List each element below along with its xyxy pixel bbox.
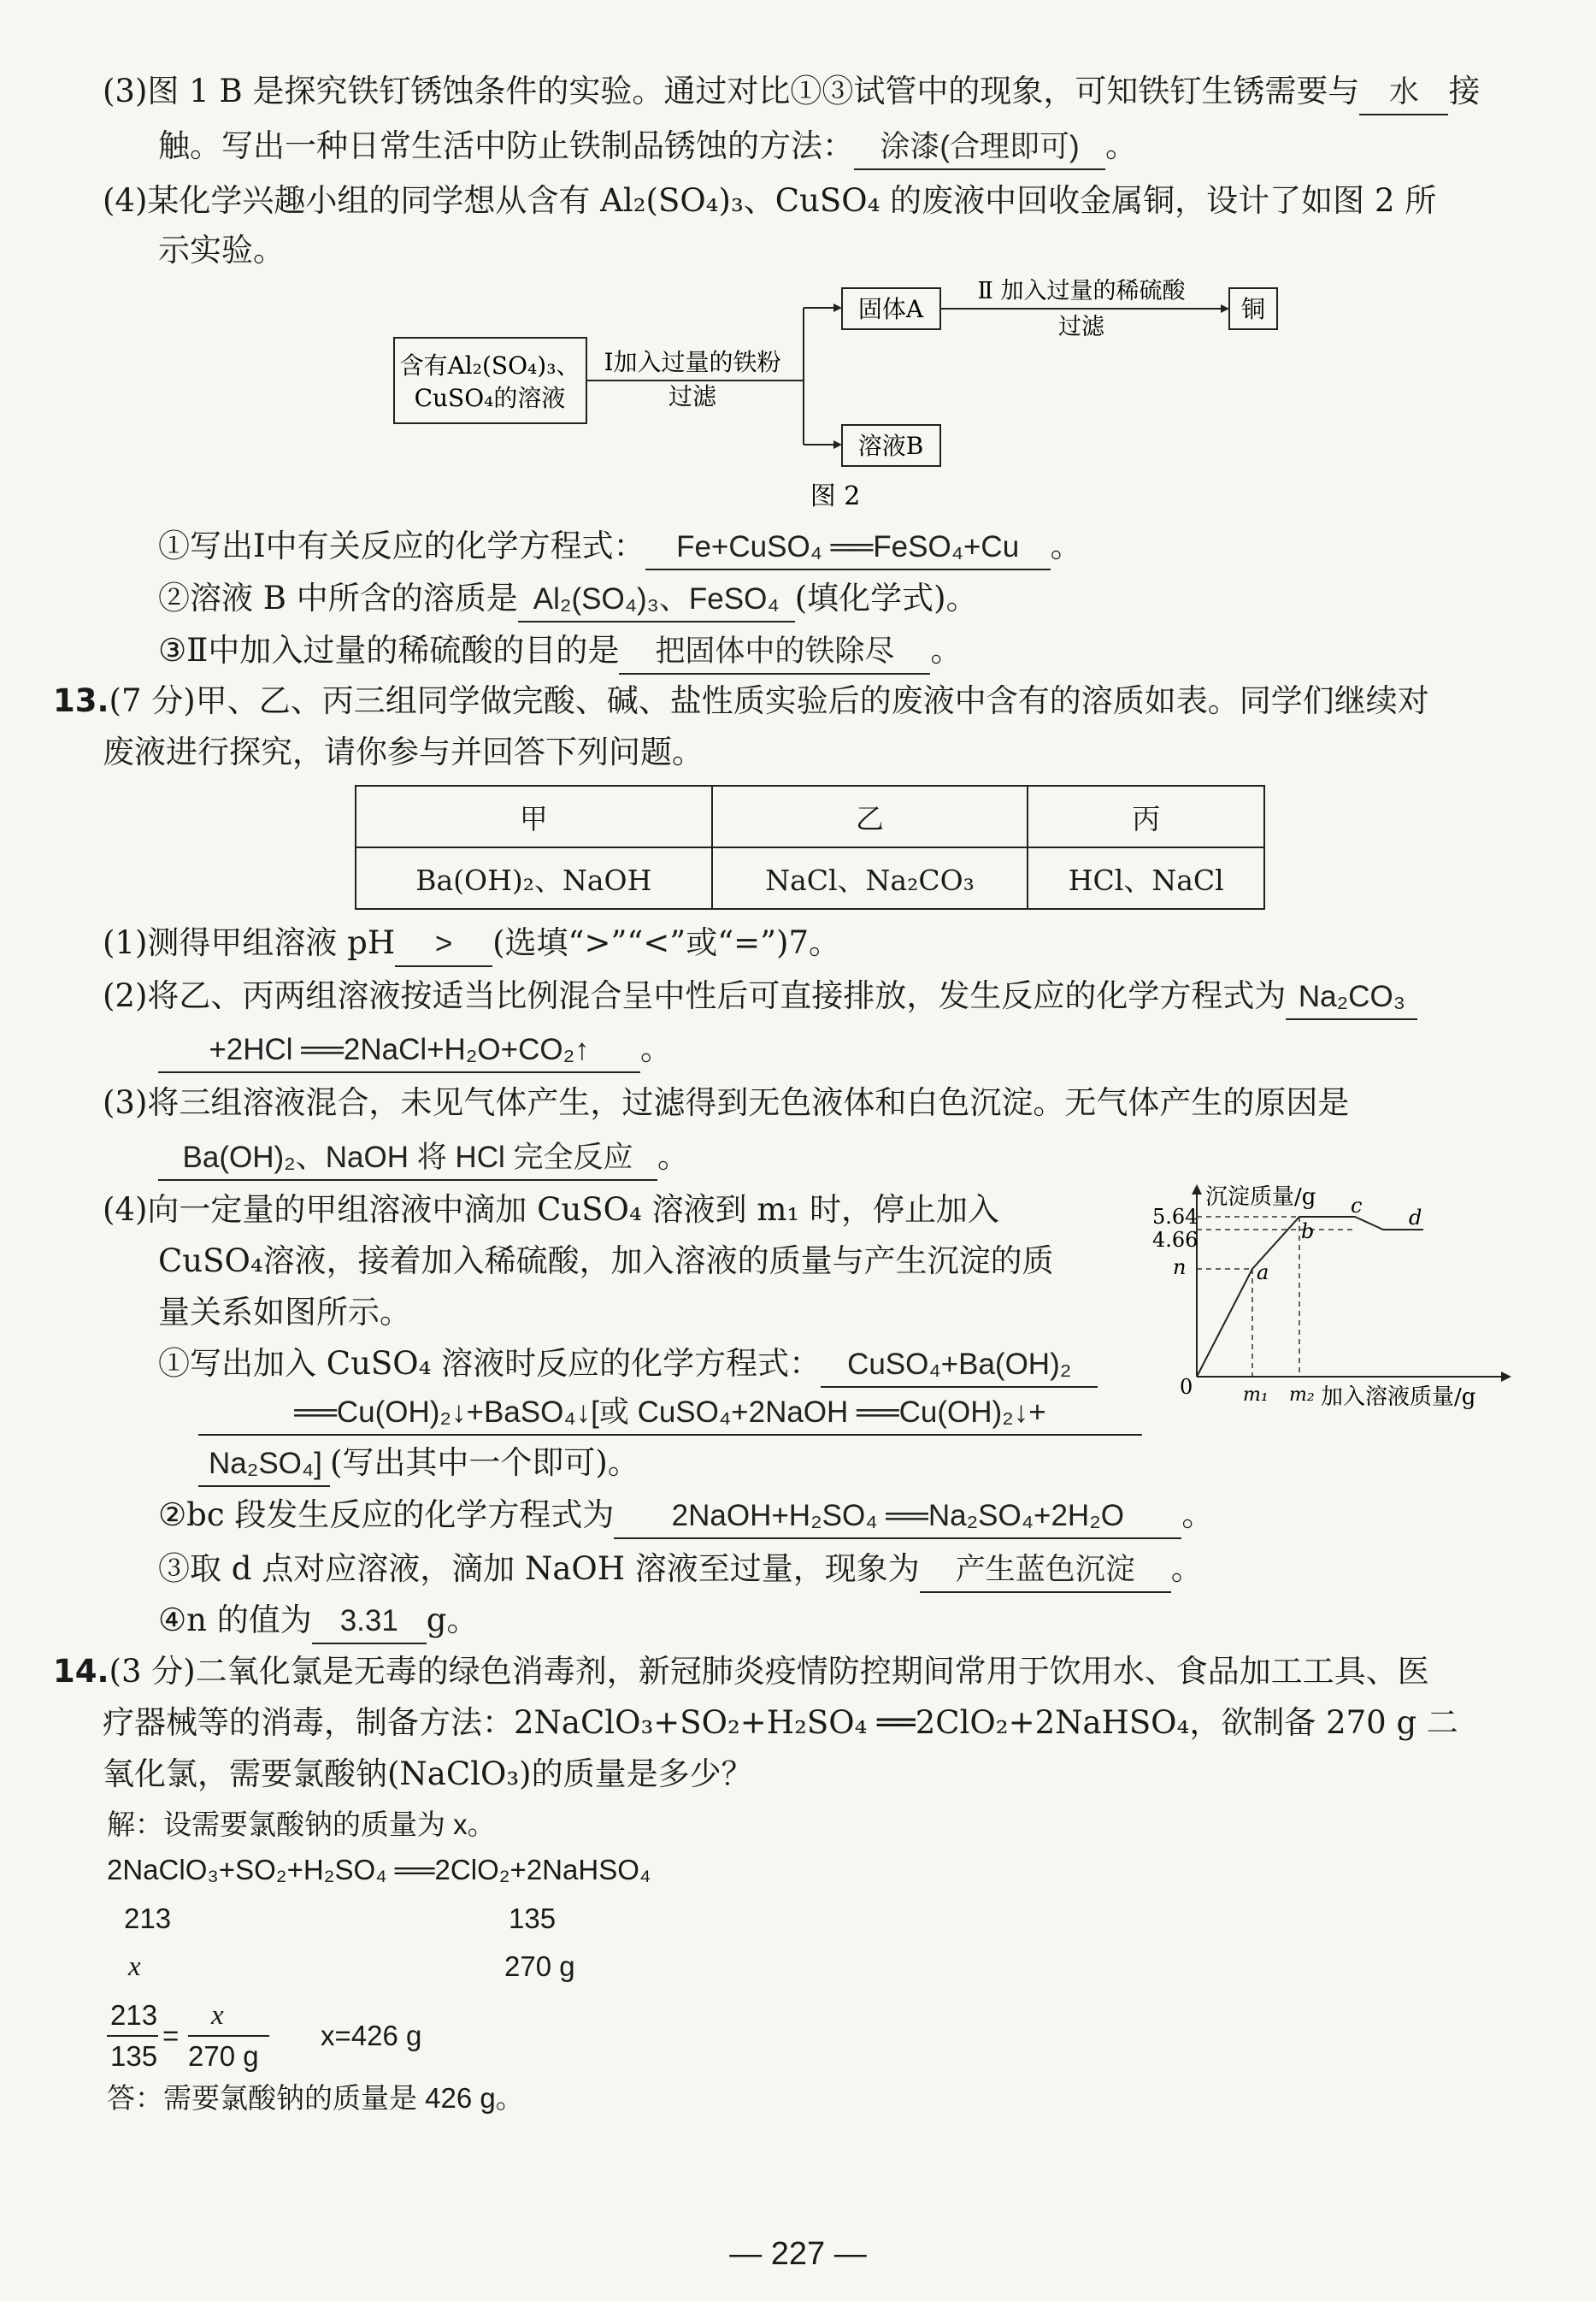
- q12-p4-line1: [103, 180, 1519, 222]
- q13-s3-text-b: 。: [1170, 1550, 1203, 1587]
- table-cell: HCl、NaCl: [1028, 847, 1264, 909]
- q13-s2: [158, 1494, 1519, 1539]
- q13-s1-line2: [198, 1390, 1519, 1436]
- fraction-bar: [188, 2035, 269, 2037]
- origin-label: 0: [1180, 1375, 1193, 1399]
- figure-caption: 图 2: [810, 481, 861, 511]
- x-tick: m₁: [1243, 1384, 1269, 1406]
- point-label: c: [1351, 1194, 1363, 1218]
- q13-s1-line1: [158, 1342, 1519, 1388]
- y-axis-label: 沉淀质量/g: [1205, 1184, 1316, 1210]
- q13-s4-text-b: g。: [426, 1602, 479, 1638]
- molar-mass-2: 135: [509, 1903, 557, 1934]
- q12-s3-text: ③Ⅱ中加入过量的稀硫酸的目的是: [158, 632, 620, 669]
- answer-blank: Na₂SO₄]: [198, 1443, 330, 1487]
- q12-p4-text: (4)某化学兴趣小组的同学想从含有 Al₂(SO₄)₃、CuSO₄ 的废液中回收金属铜，设计了如图 2 所: [103, 182, 1437, 219]
- answer-blank: Na₂CO₃: [1286, 976, 1417, 1020]
- q13-s1-text-b: (写出其中一个即可)。: [330, 1444, 639, 1481]
- molar-mass-1: 213: [124, 1903, 172, 1934]
- q13-p4-text-c: 量关系如图所示。: [158, 1294, 411, 1330]
- fraction-denominator: 270 g: [188, 2040, 259, 2072]
- solution-setup: 解：设需要氯酸钠的质量为 x。: [107, 1808, 496, 1840]
- point-label: a: [1257, 1260, 1269, 1284]
- q12-p3-line2: [158, 125, 1519, 170]
- answer-blank: Ba(OH)₂、NaOH 将 HCl 完全反应: [158, 1136, 657, 1181]
- q14-text-1: (3 分)二氧化氯是无毒的绿色消毒剂，新冠肺炎疫情防控期间常用于饮用水、食品加工工具、医: [109, 1653, 1429, 1690]
- q12-p3-line1: [103, 70, 1519, 115]
- solution-result: x=426 g: [321, 2020, 422, 2051]
- q13-p3-text-b: 。: [657, 1138, 689, 1175]
- q13-p4-text-b: CuSO₄溶液，接着加入稀硫酸，加入溶液的质量与产生沉淀的质: [158, 1242, 1054, 1279]
- q13-p3-line1: [103, 1082, 1519, 1124]
- y-tick: 4.66: [1152, 1228, 1198, 1252]
- table-header: 丙: [1028, 786, 1264, 847]
- answer-blank: 水: [1359, 71, 1448, 115]
- fraction-equation: 213 135 = x 270 g x=426 g: [107, 1997, 620, 2082]
- q13-s3-text: ③取 d 点对应溶液，滴加 NaOH 溶液至过量，现象为: [158, 1550, 920, 1587]
- q13-s3: [158, 1548, 1519, 1593]
- table-header: 乙: [712, 786, 1028, 847]
- fraction-bar: [107, 2035, 158, 2037]
- x-axis-label: 加入溶液质量/g: [1321, 1384, 1476, 1410]
- x-tick: m₂: [1289, 1384, 1315, 1406]
- q12-s2: [158, 577, 1519, 622]
- q13-p2-line2: [158, 1028, 1519, 1073]
- q13-s4: [158, 1599, 1519, 1644]
- solution-equation: 2NaClO₃+SO₂+H₂SO₄ ══2ClO₂+2NaHSO₄: [107, 1854, 651, 1885]
- q14-line3: [103, 1753, 1519, 1796]
- answer-blank: >: [395, 923, 492, 967]
- fraction-numerator: 213: [110, 1999, 158, 2031]
- q13-p4-text: (4)向一定量的甲组溶液中滴加 CuSO₄ 溶液到 m₁ 时，停止加入: [103, 1191, 1000, 1228]
- answer-blank: Fe+CuSO₄ ══FeSO₄+Cu: [645, 526, 1051, 570]
- q12-p3-text: (3)图 1 B 是探究铁钉锈蚀条件的实验。通过对比①③试管中的现象，可知铁钉生锈需要与: [103, 73, 1360, 109]
- q13-p1: [103, 922, 1519, 967]
- solution-answer: 答：需要氯酸钠的质量是 426 g。: [107, 2082, 524, 2114]
- y-tick: n: [1173, 1255, 1187, 1279]
- start-label-1: 含有Al₂(SO₄)₃、: [399, 351, 580, 380]
- q12-s1-text: ①写出Ⅰ中有关反应的化学方程式：: [158, 528, 645, 564]
- q13-intro-text-b: 废液进行探究，请你参与并回答下列问题。: [103, 734, 704, 770]
- q13-p2-line1: [103, 975, 1519, 1020]
- q12-s2-text-b: (填化学式)。: [794, 580, 978, 617]
- fraction-denominator: 135: [110, 2040, 158, 2072]
- q13-p4-line1: [103, 1189, 1151, 1231]
- q12-p3-text-b: 接: [1448, 73, 1481, 109]
- answer-blank: 把固体中的铁除尽: [619, 630, 930, 675]
- q13-p3-line2: [158, 1136, 1519, 1181]
- q14-line1: [53, 1650, 1519, 1693]
- q12-s3-text-b: 。: [930, 632, 963, 669]
- q13-p1-text: (1)测得甲组溶液 pH: [103, 924, 396, 961]
- answer-blank: ══Cu(OH)₂↓+BaSO₄↓[或 CuSO₄+2NaOH ══Cu(OH)₂↓+: [198, 1391, 1142, 1436]
- q12-s1: [158, 525, 1519, 570]
- table-header-row: [356, 786, 1264, 847]
- copper-label: 铜: [1240, 295, 1266, 323]
- point-label: d: [1409, 1206, 1422, 1230]
- q12-p3-text-d: 。: [1105, 127, 1137, 164]
- q12-s3: [158, 629, 1519, 675]
- question-number: 14.: [53, 1653, 109, 1690]
- point-label: b: [1301, 1219, 1315, 1243]
- q12-s1-text-b: 。: [1050, 528, 1082, 564]
- q12-p4-text-b: 示实验。: [158, 232, 285, 268]
- answer-blank: CuSO₄+Ba(OH)₂: [821, 1343, 1098, 1388]
- q14-text-3: 氧化氯，需要氯酸钠(NaClO₃)的质量是多少？: [103, 1755, 753, 1792]
- solid-a-label: 固体A: [857, 295, 924, 323]
- answer-blank: 产生蓝色沉淀: [920, 1549, 1171, 1593]
- step1-label: Ⅰ加入过量的铁粉: [604, 348, 781, 376]
- q13-intro-text: (7 分)甲、乙、丙三组同学做完酸、碱、盐性质实验后的废液中含有的溶质如表。同学们继续对: [109, 682, 1429, 719]
- step2-filter-label: 过滤: [1058, 314, 1104, 340]
- q14-line2: [103, 1702, 1519, 1744]
- q13-intro-1: [53, 680, 1519, 723]
- q13-s1-line3: [198, 1442, 1519, 1487]
- q13-p2-text: (2)将乙、丙两组溶液按适当比例混合呈中性后可直接排放，发生反应的化学方程式为: [103, 977, 1287, 1014]
- answer-blank: +2HCl ══2NaCl+H₂O+CO₂↑: [158, 1029, 640, 1073]
- given-mass: 270 g: [504, 1950, 575, 1982]
- fraction-numerator: x: [211, 2000, 224, 2031]
- q14-text-2: 疗器械等的消毒，制备方法：2NaClO₃+SO₂+H₂SO₄ ══2ClO₂+2NaHSO₄，欲制备 270 g 二: [103, 1704, 1458, 1741]
- q13-p2-text-b: 。: [640, 1030, 672, 1067]
- answer-blank: 涂漆(合理即可): [854, 126, 1105, 170]
- q12-p3-text-c: 触。写出一种日常生活中防止铁制品锈蚀的方法：: [158, 127, 854, 164]
- flow-diagram: [389, 278, 1295, 517]
- q13-intro-2: [103, 731, 1519, 774]
- answer-blank: Al₂(SO₄)₃、FeSO₄: [518, 578, 795, 622]
- q13-p4-line2: [158, 1240, 1151, 1283]
- table-cell: Ba(OH)₂、NaOH: [356, 847, 712, 909]
- answer-blank: 3.31: [312, 1600, 427, 1644]
- q13-p1-text-b: (选填“>”“<”或“=”)7。: [492, 924, 841, 961]
- q13-s4-text: ④n 的值为: [158, 1602, 312, 1638]
- page-number: — 227 —: [729, 2236, 867, 2272]
- variable-x: x: [128, 1951, 141, 1982]
- step1-filter-label: 过滤: [668, 382, 717, 410]
- y-tick: 5.64: [1152, 1205, 1198, 1229]
- table-cell: NaCl、Na₂CO₃: [712, 847, 1028, 909]
- waste-liquid-table: [355, 785, 1265, 910]
- start-label-2: CuSO₄的溶液: [414, 384, 566, 412]
- q12-p4-line2: [158, 229, 1519, 272]
- step2-label: Ⅱ 加入过量的稀硫酸: [977, 278, 1186, 304]
- q13-s1-text: ①写出加入 CuSO₄ 溶液时反应的化学方程式：: [158, 1345, 822, 1382]
- precipitate-graph: [1137, 1178, 1522, 1426]
- solution-b-label: 溶液B: [857, 432, 924, 460]
- answer-blank: 2NaOH+H₂SO₄ ══Na₂SO₄+2H₂O: [614, 1495, 1181, 1539]
- q13-s2-text: ②bc 段发生反应的化学方程式为: [158, 1496, 615, 1533]
- table-header: 甲: [356, 786, 712, 847]
- q12-s2-text: ②溶液 B 中所含的溶质是: [158, 580, 518, 617]
- table-row: [356, 847, 1264, 909]
- question-number: 13.: [53, 682, 109, 719]
- q13-p3-text: (3)将三组溶液混合，未见气体产生，过滤得到无色液体和白色沉淀。无气体产生的原因是: [103, 1084, 1350, 1121]
- q13-s2-text-b: 。: [1181, 1496, 1214, 1533]
